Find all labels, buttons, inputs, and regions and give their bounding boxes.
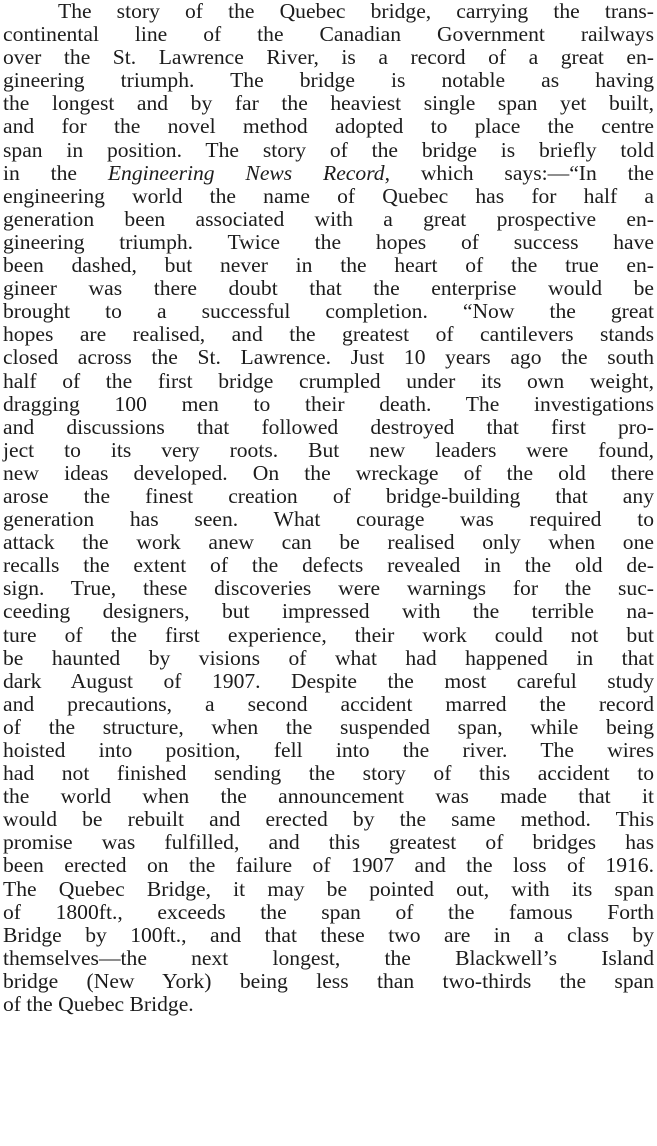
line-text: engineering world the name of Quebec has for half a (3, 183, 654, 208)
line-text: gineering triumph. Twice the hopes of success have (3, 229, 654, 254)
text-line (3, 924, 654, 947)
line-text: sign. True, these discoveries were warnings for the suc- (3, 576, 654, 601)
text-line (3, 808, 654, 831)
line-text: attack the work anew can be realised only when one (3, 530, 654, 555)
text-line (3, 670, 654, 693)
line-text: brought to a successful completion. “Now the great (3, 299, 654, 324)
line-text: of 1800ft., exceeds the span of the famous Forth (3, 899, 654, 924)
text-line (3, 462, 654, 485)
text-line (3, 300, 654, 323)
text-line (3, 854, 654, 877)
line-text: in the (3, 160, 108, 185)
line-text: and for the novel method adopted to place the centre (3, 114, 654, 139)
line-text: themselves—the next longest, the Blackwell’s Island (3, 945, 654, 970)
text-line (3, 508, 654, 531)
text-line (3, 139, 654, 162)
line-text: ture of the first experience, their work could not but (3, 622, 654, 647)
text-line (3, 393, 654, 416)
text-line (3, 739, 654, 762)
text-line (3, 600, 654, 623)
line-text: hopes are realised, and the greatest of cantilevers stands (3, 322, 654, 347)
text-line (3, 370, 654, 393)
line-text: of the Quebec Bridge. (3, 992, 194, 1017)
line-text: the world when the announcement was made that it (3, 784, 654, 809)
text-line (3, 277, 654, 300)
line-text: span in position. The story of the bridge is briefly told (3, 137, 654, 162)
line-text: generation been associated with a great prospective en- (3, 206, 654, 231)
line-text: dragging 100 men to their death. The investigations (3, 391, 654, 416)
line-text: hoisted into position, fell into the river. The wires (3, 738, 654, 762)
line-text: dark August of 1907. Despite the most careful study (3, 668, 654, 693)
line-text: half of the first bridge crumpled under its own weight, (3, 368, 654, 393)
line-text: continental line of the Canadian Government railways (3, 22, 654, 47)
text-line (3, 439, 654, 462)
text-line (3, 69, 654, 92)
publication-title: Engineering News Record (107, 160, 385, 185)
text-line (3, 208, 654, 231)
text-line (3, 46, 654, 69)
line-text: be haunted by visions of what had happened in that (3, 645, 654, 670)
line-text: would be rebuilt and erected by the same method. This (3, 807, 654, 832)
line-text: bridge (New York) being less than two-thirds the span (3, 968, 654, 993)
text-line (3, 485, 654, 508)
text-line (3, 577, 654, 600)
line-text: the longest and by far the heaviest single span yet built, (3, 91, 654, 116)
text-line (3, 231, 654, 254)
text-line (3, 92, 654, 115)
line-text: over the St. Lawrence River, is a record of a great en- (3, 45, 654, 70)
line-text: gineer was there doubt that the enterprise would be (3, 276, 654, 301)
line-text: , which says:—“In the (384, 160, 654, 185)
line-text: and discussions that followed destroyed that first pro- (3, 414, 654, 439)
text-line (3, 0, 654, 23)
line-text: been dashed, but never in the heart of the true en- (3, 253, 654, 278)
line-text: promise was fulfilled, and this greatest of bridges has (3, 830, 654, 855)
text-line (3, 254, 654, 277)
line-text: The Quebec Bridge, it may be pointed out, with its span (3, 876, 654, 901)
text-line (3, 624, 654, 647)
line-text: been erected on the failure of 1907 and the loss of 1916. (3, 853, 654, 878)
article-paragraph (3, 0, 654, 1016)
line-text: The story of the Quebec bridge, carrying the trans- (58, 0, 654, 23)
line-text: and precautions, a second accident marred the record (3, 691, 654, 716)
line-text: arose the finest creation of bridge-building that any (3, 483, 654, 508)
line-text: had not finished sending the story of this accident to (3, 761, 654, 786)
line-text: generation has seen. What courage was required to (3, 507, 654, 532)
text-line (3, 554, 654, 577)
text-line (3, 785, 654, 808)
line-text: ject to its very roots. But new leaders were found, (3, 437, 654, 462)
text-line (3, 647, 654, 670)
text-line (3, 901, 654, 924)
line-text: Bridge by 100ft., and that these two are in a class by (3, 922, 654, 947)
text-line (3, 947, 654, 970)
text-line (3, 970, 654, 993)
text-line (3, 185, 654, 208)
text-line (3, 323, 654, 346)
line-text: of the structure, when the suspended span, while being (3, 714, 654, 739)
line-text: new ideas developed. On the wreckage of the old there (3, 460, 654, 485)
line-text: gineering triumph. The bridge is notable as having (3, 68, 654, 93)
text-line (3, 531, 654, 554)
text-line (3, 115, 654, 138)
text-line (3, 831, 654, 854)
text-line (3, 878, 654, 901)
text-line (3, 23, 654, 46)
text-line (3, 416, 654, 439)
line-text: recalls the extent of the defects revealed in the old de- (3, 553, 654, 578)
line-text: closed across the St. Lawrence. Just 10 years ago the south (3, 345, 654, 370)
text-line (3, 716, 654, 739)
text-line (3, 346, 654, 369)
text-line (3, 993, 654, 1016)
line-text: ceeding designers, but impressed with the terrible na- (3, 599, 654, 624)
text-line (3, 693, 654, 716)
text-line (3, 162, 654, 185)
text-line (3, 762, 654, 785)
